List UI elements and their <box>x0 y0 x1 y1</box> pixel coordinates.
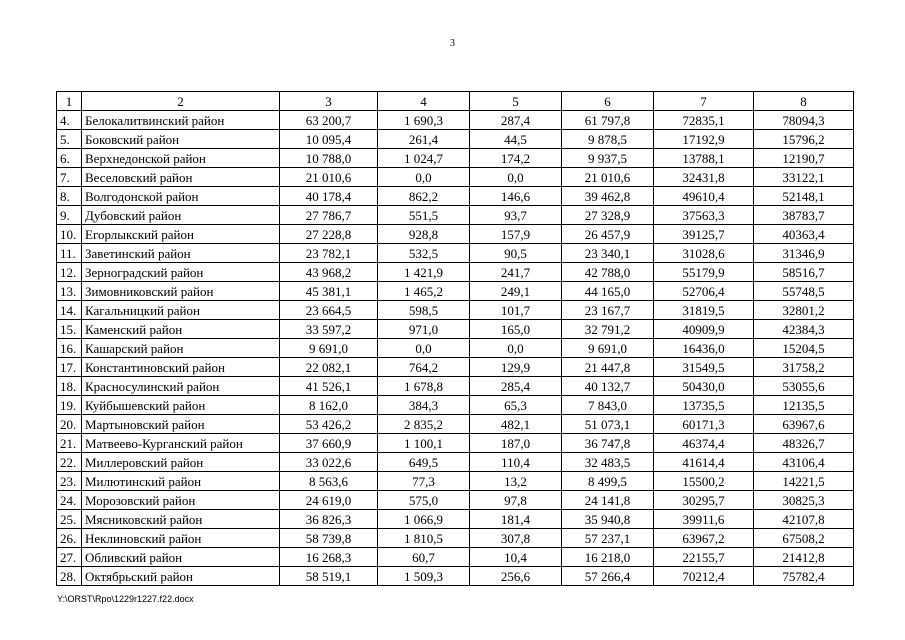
value-cell: 13735,5 <box>654 396 754 415</box>
value-cell: 10,4 <box>470 548 562 567</box>
value-cell: 43 968,2 <box>280 263 378 282</box>
table-row <box>57 320 854 339</box>
value-cell: 27 786,7 <box>280 206 378 225</box>
value-cell: 27 328,9 <box>562 206 654 225</box>
value-cell: 256,6 <box>470 567 562 586</box>
value-cell: 15796,2 <box>754 130 854 149</box>
value-cell: 249,1 <box>470 282 562 301</box>
table-row <box>57 339 854 358</box>
district-name-cell: Морозовский район <box>82 491 280 510</box>
value-cell: 532,5 <box>378 244 470 263</box>
district-name-cell: Егорлыкский район <box>82 225 280 244</box>
district-name-cell: Боковский район <box>82 130 280 149</box>
header-cell: 6 <box>562 92 654 111</box>
value-cell: 32 791,2 <box>562 320 654 339</box>
value-cell: 24 619,0 <box>280 491 378 510</box>
value-cell: 35 940,8 <box>562 510 654 529</box>
value-cell: 1 421,9 <box>378 263 470 282</box>
value-cell: 13,2 <box>470 472 562 491</box>
table-row <box>57 301 854 320</box>
value-cell: 17192,9 <box>654 130 754 149</box>
header-cell: 4 <box>378 92 470 111</box>
table-row <box>57 168 854 187</box>
value-cell: 37 660,9 <box>280 434 378 453</box>
district-name-cell: Дубовский район <box>82 206 280 225</box>
value-cell: 9 878,5 <box>562 130 654 149</box>
value-cell: 63 200,7 <box>280 111 378 130</box>
value-cell: 78094,3 <box>754 111 854 130</box>
value-cell: 575,0 <box>378 491 470 510</box>
value-cell: 1 066,9 <box>378 510 470 529</box>
table-row <box>57 358 854 377</box>
table-row <box>57 510 854 529</box>
value-cell: 23 664,5 <box>280 301 378 320</box>
value-cell: 21 447,8 <box>562 358 654 377</box>
value-cell: 1 024,7 <box>378 149 470 168</box>
value-cell: 181,4 <box>470 510 562 529</box>
value-cell: 0,0 <box>470 168 562 187</box>
district-name-cell: Верхнедонской район <box>82 149 280 168</box>
value-cell: 16436,0 <box>654 339 754 358</box>
value-cell: 44,5 <box>470 130 562 149</box>
table-row <box>57 491 854 510</box>
row-number-cell: 15. <box>57 320 82 339</box>
value-cell: 14221,5 <box>754 472 854 491</box>
value-cell: 174,2 <box>470 149 562 168</box>
value-cell: 33 597,2 <box>280 320 378 339</box>
value-cell: 70212,4 <box>654 567 754 586</box>
value-cell: 55179,9 <box>654 263 754 282</box>
table-row <box>57 282 854 301</box>
value-cell: 40 178,4 <box>280 187 378 206</box>
value-cell: 37563,3 <box>654 206 754 225</box>
value-cell: 72835,1 <box>654 111 754 130</box>
value-cell: 0,0 <box>470 339 562 358</box>
district-name-cell: Обливский район <box>82 548 280 567</box>
value-cell: 46374,4 <box>654 434 754 453</box>
value-cell: 63967,2 <box>654 529 754 548</box>
value-cell: 7 843,0 <box>562 396 654 415</box>
value-cell: 41614,4 <box>654 453 754 472</box>
table-row <box>57 548 854 567</box>
value-cell: 77,3 <box>378 472 470 491</box>
header-cell: 5 <box>470 92 562 111</box>
value-cell: 551,5 <box>378 206 470 225</box>
value-cell: 42 788,0 <box>562 263 654 282</box>
header-cell: 8 <box>754 92 854 111</box>
district-name-cell: Волгодонской район <box>82 187 280 206</box>
value-cell: 55748,5 <box>754 282 854 301</box>
table-row <box>57 453 854 472</box>
value-cell: 31346,9 <box>754 244 854 263</box>
value-cell: 65,3 <box>470 396 562 415</box>
district-name-cell: Красносулинский район <box>82 377 280 396</box>
table-row <box>57 396 854 415</box>
district-name-cell: Зерноградский район <box>82 263 280 282</box>
value-cell: 165,0 <box>470 320 562 339</box>
value-cell: 8 162,0 <box>280 396 378 415</box>
district-name-cell: Мясниковский район <box>82 510 280 529</box>
value-cell: 39 462,8 <box>562 187 654 206</box>
value-cell: 649,5 <box>378 453 470 472</box>
row-number-cell: 14. <box>57 301 82 320</box>
value-cell: 49610,4 <box>654 187 754 206</box>
value-cell: 97,8 <box>470 491 562 510</box>
value-cell: 22155,7 <box>654 548 754 567</box>
value-cell: 93,7 <box>470 206 562 225</box>
header-cell: 7 <box>654 92 754 111</box>
value-cell: 23 340,1 <box>562 244 654 263</box>
row-number-cell: 7. <box>57 168 82 187</box>
value-cell: 928,8 <box>378 225 470 244</box>
value-cell: 32 483,5 <box>562 453 654 472</box>
row-number-cell: 16. <box>57 339 82 358</box>
district-name-cell: Кашарский район <box>82 339 280 358</box>
value-cell: 862,2 <box>378 187 470 206</box>
table-row <box>57 434 854 453</box>
row-number-cell: 27. <box>57 548 82 567</box>
value-cell: 52706,4 <box>654 282 754 301</box>
value-cell: 90,5 <box>470 244 562 263</box>
table-row <box>57 263 854 282</box>
value-cell: 241,7 <box>470 263 562 282</box>
value-cell: 2 835,2 <box>378 415 470 434</box>
district-name-cell: Зимовниковский район <box>82 282 280 301</box>
row-number-cell: 9. <box>57 206 82 225</box>
value-cell: 67508,2 <box>754 529 854 548</box>
row-number-cell: 11. <box>57 244 82 263</box>
table-row <box>57 149 854 168</box>
value-cell: 24 141,8 <box>562 491 654 510</box>
value-cell: 53 426,2 <box>280 415 378 434</box>
value-cell: 10 095,4 <box>280 130 378 149</box>
value-cell: 40909,9 <box>654 320 754 339</box>
value-cell: 21 010,6 <box>562 168 654 187</box>
value-cell: 22 082,1 <box>280 358 378 377</box>
value-cell: 15204,5 <box>754 339 854 358</box>
value-cell: 41 526,1 <box>280 377 378 396</box>
row-number-cell: 5. <box>57 130 82 149</box>
header-cell: 1 <box>57 92 82 111</box>
value-cell: 39911,6 <box>654 510 754 529</box>
row-number-cell: 18. <box>57 377 82 396</box>
value-cell: 187,0 <box>470 434 562 453</box>
value-cell: 261,4 <box>378 130 470 149</box>
value-cell: 157,9 <box>470 225 562 244</box>
district-name-cell: Неклиновский район <box>82 529 280 548</box>
row-number-cell: 23. <box>57 472 82 491</box>
district-name-cell: Матвеево-Курганский район <box>82 434 280 453</box>
row-number-cell: 6. <box>57 149 82 168</box>
table-row <box>57 377 854 396</box>
value-cell: 21412,8 <box>754 548 854 567</box>
value-cell: 26 457,9 <box>562 225 654 244</box>
value-cell: 16 218,0 <box>562 548 654 567</box>
footer-file-path: Y:\ORST\Rpo\1229r1227.f22.docx <box>57 594 194 604</box>
value-cell: 1 678,8 <box>378 377 470 396</box>
table-row <box>57 415 854 434</box>
value-cell: 36 747,8 <box>562 434 654 453</box>
page-number: 3 <box>450 38 455 49</box>
row-number-cell: 21. <box>57 434 82 453</box>
row-number-cell: 10. <box>57 225 82 244</box>
value-cell: 8 499,5 <box>562 472 654 491</box>
table-row <box>57 187 854 206</box>
value-cell: 1 690,3 <box>378 111 470 130</box>
table-row <box>57 206 854 225</box>
value-cell: 48326,7 <box>754 434 854 453</box>
table-row <box>57 529 854 548</box>
district-name-cell: Миллеровский район <box>82 453 280 472</box>
row-number-cell: 4. <box>57 111 82 130</box>
value-cell: 58 739,8 <box>280 529 378 548</box>
value-cell: 52148,1 <box>754 187 854 206</box>
table-row <box>57 130 854 149</box>
table-row <box>57 472 854 491</box>
district-name-cell: Белокалитвинский район <box>82 111 280 130</box>
value-cell: 61 797,8 <box>562 111 654 130</box>
row-number-cell: 22. <box>57 453 82 472</box>
value-cell: 33122,1 <box>754 168 854 187</box>
header-cell: 2 <box>82 92 280 111</box>
row-number-cell: 8. <box>57 187 82 206</box>
value-cell: 75782,4 <box>754 567 854 586</box>
value-cell: 307,8 <box>470 529 562 548</box>
row-number-cell: 13. <box>57 282 82 301</box>
value-cell: 12190,7 <box>754 149 854 168</box>
table-row <box>57 111 854 130</box>
value-cell: 40 132,7 <box>562 377 654 396</box>
value-cell: 32801,2 <box>754 301 854 320</box>
district-name-cell: Куйбышевский район <box>82 396 280 415</box>
row-number-cell: 24. <box>57 491 82 510</box>
value-cell: 9 691,0 <box>562 339 654 358</box>
value-cell: 31549,5 <box>654 358 754 377</box>
table-row <box>57 244 854 263</box>
value-cell: 33 022,6 <box>280 453 378 472</box>
district-name-cell: Веселовский район <box>82 168 280 187</box>
value-cell: 384,3 <box>378 396 470 415</box>
value-cell: 101,7 <box>470 301 562 320</box>
row-number-cell: 19. <box>57 396 82 415</box>
value-cell: 1 810,5 <box>378 529 470 548</box>
row-number-cell: 28. <box>57 567 82 586</box>
value-cell: 58 519,1 <box>280 567 378 586</box>
value-cell: 23 782,1 <box>280 244 378 263</box>
value-cell: 9 691,0 <box>280 339 378 358</box>
row-number-cell: 17. <box>57 358 82 377</box>
value-cell: 146,6 <box>470 187 562 206</box>
value-cell: 1 465,2 <box>378 282 470 301</box>
value-cell: 36 826,3 <box>280 510 378 529</box>
value-cell: 32431,8 <box>654 168 754 187</box>
district-name-cell: Мартыновский район <box>82 415 280 434</box>
value-cell: 30295,7 <box>654 491 754 510</box>
value-cell: 482,1 <box>470 415 562 434</box>
value-cell: 13788,1 <box>654 149 754 168</box>
row-number-cell: 20. <box>57 415 82 434</box>
value-cell: 129,9 <box>470 358 562 377</box>
district-name-cell: Октябрьский район <box>82 567 280 586</box>
value-cell: 285,4 <box>470 377 562 396</box>
value-cell: 60,7 <box>378 548 470 567</box>
row-number-cell: 25. <box>57 510 82 529</box>
value-cell: 15500,2 <box>654 472 754 491</box>
value-cell: 971,0 <box>378 320 470 339</box>
value-cell: 10 788,0 <box>280 149 378 168</box>
value-cell: 598,5 <box>378 301 470 320</box>
value-cell: 50430,0 <box>654 377 754 396</box>
value-cell: 42107,8 <box>754 510 854 529</box>
value-cell: 38783,7 <box>754 206 854 225</box>
row-number-cell: 12. <box>57 263 82 282</box>
district-data-table <box>56 91 854 586</box>
header-cell: 3 <box>280 92 378 111</box>
value-cell: 8 563,6 <box>280 472 378 491</box>
district-name-cell: Заветинский район <box>82 244 280 263</box>
value-cell: 39125,7 <box>654 225 754 244</box>
value-cell: 57 237,1 <box>562 529 654 548</box>
value-cell: 23 167,7 <box>562 301 654 320</box>
value-cell: 1 100,1 <box>378 434 470 453</box>
value-cell: 16 268,3 <box>280 548 378 567</box>
value-cell: 57 266,4 <box>562 567 654 586</box>
value-cell: 60171,3 <box>654 415 754 434</box>
district-name-cell: Каменский район <box>82 320 280 339</box>
district-name-cell: Милютинский район <box>82 472 280 491</box>
value-cell: 287,4 <box>470 111 562 130</box>
value-cell: 44 165,0 <box>562 282 654 301</box>
value-cell: 43106,4 <box>754 453 854 472</box>
value-cell: 1 509,3 <box>378 567 470 586</box>
value-cell: 63967,6 <box>754 415 854 434</box>
table-row <box>57 225 854 244</box>
district-name-cell: Константиновский район <box>82 358 280 377</box>
value-cell: 764,2 <box>378 358 470 377</box>
value-cell: 31819,5 <box>654 301 754 320</box>
value-cell: 58516,7 <box>754 263 854 282</box>
header-row <box>57 92 854 111</box>
value-cell: 12135,5 <box>754 396 854 415</box>
value-cell: 21 010,6 <box>280 168 378 187</box>
value-cell: 45 381,1 <box>280 282 378 301</box>
value-cell: 42384,3 <box>754 320 854 339</box>
value-cell: 51 073,1 <box>562 415 654 434</box>
row-number-cell: 26. <box>57 529 82 548</box>
value-cell: 31028,6 <box>654 244 754 263</box>
table-row <box>57 567 854 586</box>
value-cell: 27 228,8 <box>280 225 378 244</box>
value-cell: 0,0 <box>378 339 470 358</box>
value-cell: 30825,3 <box>754 491 854 510</box>
district-name-cell: Кагальницкий район <box>82 301 280 320</box>
value-cell: 40363,4 <box>754 225 854 244</box>
value-cell: 31758,2 <box>754 358 854 377</box>
value-cell: 0,0 <box>378 168 470 187</box>
value-cell: 110,4 <box>470 453 562 472</box>
value-cell: 53055,6 <box>754 377 854 396</box>
value-cell: 9 937,5 <box>562 149 654 168</box>
